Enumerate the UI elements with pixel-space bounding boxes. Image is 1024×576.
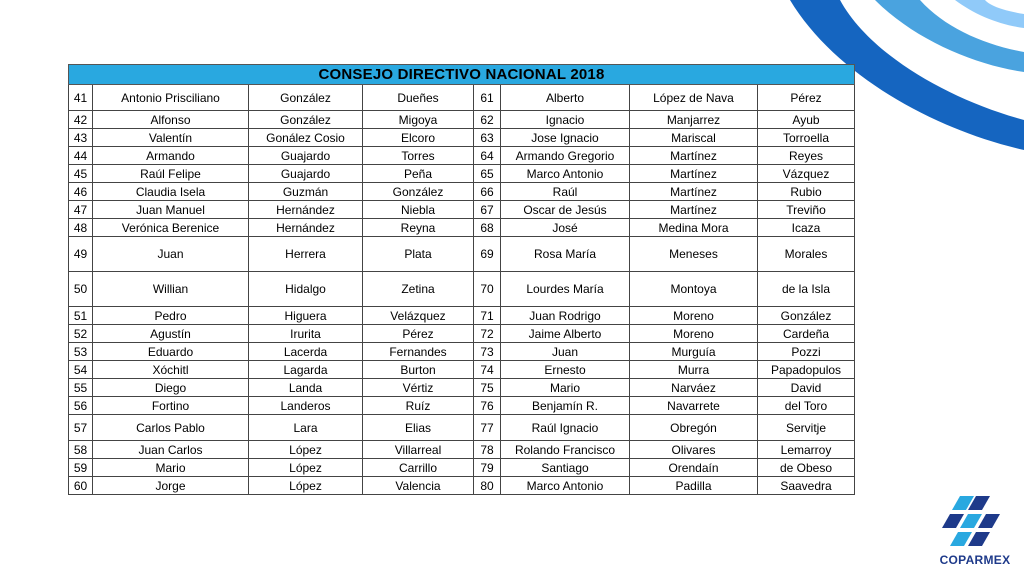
- surname-cell: López: [249, 441, 363, 459]
- number-cell: 54: [69, 361, 93, 379]
- second-surname-cell: Servitje: [758, 415, 855, 441]
- number-cell: 59: [69, 459, 93, 477]
- second-surname-cell: González: [758, 307, 855, 325]
- second-surname-cell: Rubio: [758, 183, 855, 201]
- second-surname-cell: Vértiz: [363, 379, 474, 397]
- first-name-cell: Alfonso: [93, 111, 249, 129]
- table-row: [69, 307, 855, 325]
- number-cell: 75: [474, 379, 501, 397]
- first-name-cell: Pedro: [93, 307, 249, 325]
- first-name-cell: Diego: [93, 379, 249, 397]
- second-surname-cell: Icaza: [758, 219, 855, 237]
- number-cell: 57: [69, 415, 93, 441]
- surname-cell: Martínez: [630, 183, 758, 201]
- number-cell: 42: [69, 111, 93, 129]
- second-surname-cell: Pérez: [363, 325, 474, 343]
- second-surname-cell: Reyna: [363, 219, 474, 237]
- second-surname-cell: Plata: [363, 237, 474, 272]
- first-name-cell: Ernesto: [501, 361, 630, 379]
- first-name-cell: Raúl Felipe: [93, 165, 249, 183]
- first-name-cell: Fortino: [93, 397, 249, 415]
- second-surname-cell: Papadopulos: [758, 361, 855, 379]
- second-surname-cell: Migoya: [363, 111, 474, 129]
- first-name-cell: Marco Antonio: [501, 477, 630, 495]
- first-name-cell: Santiago: [501, 459, 630, 477]
- surname-cell: Landeros: [249, 397, 363, 415]
- first-name-cell: Juan Manuel: [93, 201, 249, 219]
- second-surname-cell: Elcoro: [363, 129, 474, 147]
- surname-cell: Hernández: [249, 219, 363, 237]
- number-cell: 56: [69, 397, 93, 415]
- number-cell: 68: [474, 219, 501, 237]
- surname-cell: Guajardo: [249, 165, 363, 183]
- second-surname-cell: Torres: [363, 147, 474, 165]
- surname-cell: Mariscal: [630, 129, 758, 147]
- table-body: [69, 85, 855, 495]
- first-name-cell: Valentín: [93, 129, 249, 147]
- table-row: [69, 147, 855, 165]
- surname-cell: López: [249, 477, 363, 495]
- second-surname-cell: de la Isla: [758, 272, 855, 307]
- surname-cell: Murra: [630, 361, 758, 379]
- first-name-cell: Jorge: [93, 477, 249, 495]
- surname-cell: Lara: [249, 415, 363, 441]
- table-row: [69, 361, 855, 379]
- first-name-cell: Armando: [93, 147, 249, 165]
- second-surname-cell: Saavedra: [758, 477, 855, 495]
- surname-cell: Landa: [249, 379, 363, 397]
- second-surname-cell: Reyes: [758, 147, 855, 165]
- second-surname-cell: Torroella: [758, 129, 855, 147]
- first-name-cell: Agustín: [93, 325, 249, 343]
- number-cell: 44: [69, 147, 93, 165]
- second-surname-cell: Ruíz: [363, 397, 474, 415]
- surname-cell: Meneses: [630, 237, 758, 272]
- number-cell: 45: [69, 165, 93, 183]
- surname-cell: Martínez: [630, 147, 758, 165]
- second-surname-cell: Pérez: [758, 85, 855, 111]
- surname-cell: Hidalgo: [249, 272, 363, 307]
- number-cell: 77: [474, 415, 501, 441]
- surname-cell: Lagarda: [249, 361, 363, 379]
- number-cell: 62: [474, 111, 501, 129]
- surname-cell: Martínez: [630, 165, 758, 183]
- second-surname-cell: Zetina: [363, 272, 474, 307]
- number-cell: 43: [69, 129, 93, 147]
- table-row: [69, 111, 855, 129]
- number-cell: 65: [474, 165, 501, 183]
- first-name-cell: Ignacio: [501, 111, 630, 129]
- surname-cell: Manjarrez: [630, 111, 758, 129]
- second-surname-cell: Treviño: [758, 201, 855, 219]
- second-surname-cell: Vázquez: [758, 165, 855, 183]
- surname-cell: Moreno: [630, 307, 758, 325]
- first-name-cell: Raúl: [501, 183, 630, 201]
- second-surname-cell: Burton: [363, 361, 474, 379]
- first-name-cell: Marco Antonio: [501, 165, 630, 183]
- first-name-cell: Mario: [93, 459, 249, 477]
- surname-cell: Herrera: [249, 237, 363, 272]
- second-surname-cell: Fernandes: [363, 343, 474, 361]
- first-name-cell: Xóchitl: [93, 361, 249, 379]
- first-name-cell: Mario: [501, 379, 630, 397]
- table-row: [69, 183, 855, 201]
- number-cell: 71: [474, 307, 501, 325]
- first-name-cell: Juan: [501, 343, 630, 361]
- surname-cell: Lacerda: [249, 343, 363, 361]
- first-name-cell: Juan Rodrigo: [501, 307, 630, 325]
- number-cell: 78: [474, 441, 501, 459]
- surname-cell: López de Nava: [630, 85, 758, 111]
- surname-cell: Olivares: [630, 441, 758, 459]
- first-name-cell: Oscar de Jesús: [501, 201, 630, 219]
- surname-cell: Moreno: [630, 325, 758, 343]
- first-name-cell: Benjamín R.: [501, 397, 630, 415]
- surname-cell: Martínez: [630, 201, 758, 219]
- surname-cell: Padilla: [630, 477, 758, 495]
- number-cell: 52: [69, 325, 93, 343]
- table-row: [69, 165, 855, 183]
- number-cell: 61: [474, 85, 501, 111]
- surname-cell: Irurita: [249, 325, 363, 343]
- second-surname-cell: Dueñes: [363, 85, 474, 111]
- number-cell: 76: [474, 397, 501, 415]
- second-surname-cell: David: [758, 379, 855, 397]
- first-name-cell: Claudia Isela: [93, 183, 249, 201]
- number-cell: 51: [69, 307, 93, 325]
- number-cell: 63: [474, 129, 501, 147]
- first-name-cell: Juan: [93, 237, 249, 272]
- second-surname-cell: Peña: [363, 165, 474, 183]
- first-name-cell: Raúl Ignacio: [501, 415, 630, 441]
- surname-cell: Higuera: [249, 307, 363, 325]
- first-name-cell: Willian: [93, 272, 249, 307]
- second-surname-cell: Valencia: [363, 477, 474, 495]
- second-surname-cell: Lemarroy: [758, 441, 855, 459]
- number-cell: 48: [69, 219, 93, 237]
- second-surname-cell: del Toro: [758, 397, 855, 415]
- number-cell: 73: [474, 343, 501, 361]
- table-row: [69, 237, 855, 272]
- table-row: [69, 85, 855, 111]
- number-cell: 46: [69, 183, 93, 201]
- surname-cell: Narváez: [630, 379, 758, 397]
- surname-cell: Murguía: [630, 343, 758, 361]
- table-row: [69, 272, 855, 307]
- table-row: [69, 459, 855, 477]
- second-surname-cell: de Obeso: [758, 459, 855, 477]
- first-name-cell: Rolando Francisco: [501, 441, 630, 459]
- surname-cell: Hernández: [249, 201, 363, 219]
- number-cell: 58: [69, 441, 93, 459]
- logo-text: COPARMEX: [939, 553, 1011, 567]
- number-cell: 47: [69, 201, 93, 219]
- directory-table: [68, 64, 855, 495]
- table-title: CONSEJO DIRECTIVO NACIONAL 2018: [69, 65, 855, 85]
- first-name-cell: Eduardo: [93, 343, 249, 361]
- coparmex-logo-icon: [938, 492, 1004, 552]
- second-surname-cell: Niebla: [363, 201, 474, 219]
- surname-cell: Guzmán: [249, 183, 363, 201]
- first-name-cell: Antonio Prisciliano: [93, 85, 249, 111]
- first-name-cell: Alberto: [501, 85, 630, 111]
- second-surname-cell: Carrillo: [363, 459, 474, 477]
- number-cell: 70: [474, 272, 501, 307]
- surname-cell: Orendaín: [630, 459, 758, 477]
- number-cell: 41: [69, 85, 93, 111]
- number-cell: 69: [474, 237, 501, 272]
- surname-cell: Gonález Cosio: [249, 129, 363, 147]
- number-cell: 50: [69, 272, 93, 307]
- first-name-cell: Rosa María: [501, 237, 630, 272]
- number-cell: 72: [474, 325, 501, 343]
- second-surname-cell: González: [363, 183, 474, 201]
- first-name-cell: Armando Gregorio: [501, 147, 630, 165]
- surname-cell: Medina Mora: [630, 219, 758, 237]
- surname-cell: López: [249, 459, 363, 477]
- number-cell: 49: [69, 237, 93, 272]
- second-surname-cell: Velázquez: [363, 307, 474, 325]
- second-surname-cell: Cardeña: [758, 325, 855, 343]
- number-cell: 55: [69, 379, 93, 397]
- surname-cell: González: [249, 85, 363, 111]
- first-name-cell: José: [501, 219, 630, 237]
- first-name-cell: Jaime Alberto: [501, 325, 630, 343]
- surname-cell: Obregón: [630, 415, 758, 441]
- first-name-cell: Lourdes María: [501, 272, 630, 307]
- number-cell: 64: [474, 147, 501, 165]
- number-cell: 80: [474, 477, 501, 495]
- first-name-cell: Jose Ignacio: [501, 129, 630, 147]
- number-cell: 66: [474, 183, 501, 201]
- number-cell: 67: [474, 201, 501, 219]
- second-surname-cell: Morales: [758, 237, 855, 272]
- second-surname-cell: Pozzi: [758, 343, 855, 361]
- table-row: [69, 477, 855, 495]
- table-row: [69, 415, 855, 441]
- first-name-cell: Carlos Pablo: [93, 415, 249, 441]
- table-row: [69, 325, 855, 343]
- table-row: [69, 343, 855, 361]
- second-surname-cell: Elias: [363, 415, 474, 441]
- directory-table-container: [68, 64, 842, 495]
- number-cell: 79: [474, 459, 501, 477]
- table-row: [69, 129, 855, 147]
- number-cell: 53: [69, 343, 93, 361]
- surname-cell: Guajardo: [249, 147, 363, 165]
- first-name-cell: Verónica Berenice: [93, 219, 249, 237]
- number-cell: 74: [474, 361, 501, 379]
- first-name-cell: Juan Carlos: [93, 441, 249, 459]
- table-row: [69, 219, 855, 237]
- surname-cell: Montoya: [630, 272, 758, 307]
- table-row: [69, 379, 855, 397]
- table-row: [69, 201, 855, 219]
- second-surname-cell: Villarreal: [363, 441, 474, 459]
- surname-cell: Navarrete: [630, 397, 758, 415]
- second-surname-cell: Ayub: [758, 111, 855, 129]
- number-cell: 60: [69, 477, 93, 495]
- surname-cell: González: [249, 111, 363, 129]
- table-row: [69, 441, 855, 459]
- table-row: [69, 397, 855, 415]
